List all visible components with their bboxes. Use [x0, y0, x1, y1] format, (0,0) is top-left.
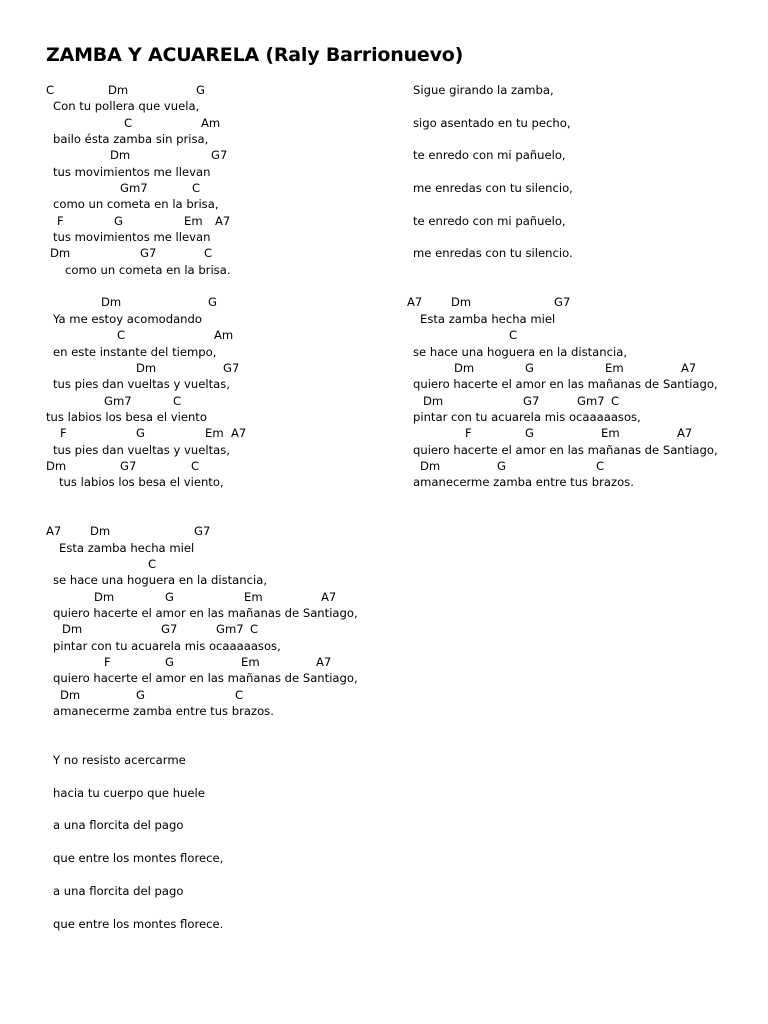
- chord: G: [208, 295, 217, 310]
- chord: G7: [120, 458, 137, 473]
- chord: Dm: [62, 622, 83, 637]
- chord: G7: [194, 524, 211, 539]
- lyric-line: tus labios los besa el viento,: [59, 475, 224, 490]
- chord: A7: [321, 589, 337, 604]
- lyric-line: pintar con tu acuarela mis ocaaaaasos,: [413, 409, 641, 424]
- chord: Em: [241, 655, 260, 670]
- chord: C: [204, 246, 213, 261]
- lyric-line: en este instante del tiempo,: [53, 344, 217, 359]
- chord: C: [509, 328, 518, 343]
- chord: Dm: [110, 148, 131, 163]
- chord: Em: [244, 589, 263, 604]
- chord: G7: [523, 393, 540, 408]
- lyric-line: quiero hacerte el amor en las mañanas de Santiago,: [53, 671, 358, 686]
- chord: Dm: [108, 83, 129, 97]
- chord: Dm: [136, 360, 157, 375]
- chord: C: [117, 328, 126, 343]
- chord: G: [525, 360, 534, 375]
- chord-line: [46, 327, 396, 343]
- chord: Dm: [454, 360, 475, 375]
- chord: Em: [605, 360, 624, 375]
- stanza-right-2: [407, 294, 762, 490]
- chord: F: [60, 426, 67, 441]
- chord: Am: [214, 328, 234, 343]
- chord: Gm7: [577, 393, 605, 408]
- chord-line: [46, 556, 396, 572]
- right-column: [407, 82, 762, 491]
- chord-line: [46, 82, 396, 98]
- stanza-4: [46, 752, 396, 932]
- lyric-line: Esta zamba hecha miel: [59, 540, 195, 555]
- verse-line: hacia tu cuerpo que huele: [53, 785, 205, 800]
- chord: C: [46, 83, 55, 97]
- chord: Em: [184, 213, 203, 228]
- left-column: [46, 82, 396, 932]
- lyric-line: tus labios los besa el viento: [46, 409, 207, 424]
- chord-line: [46, 115, 396, 131]
- verse-line: que entre los montes florece.: [53, 916, 224, 931]
- stanza-3: [46, 523, 396, 719]
- lyric-line: tus pies dan vueltas y vueltas,: [53, 377, 230, 392]
- chord: Dm: [423, 393, 444, 408]
- chord: A7: [231, 426, 247, 441]
- chord: C: [611, 393, 620, 408]
- chord: G7: [161, 622, 178, 637]
- verse-line: te enredo con mi pañuelo,: [413, 148, 566, 163]
- chord: A7: [681, 360, 697, 375]
- chord: C: [124, 115, 133, 130]
- chord-line: [46, 180, 396, 196]
- chord: Gm7: [120, 181, 148, 196]
- verse-line: sigo asentado en tu pecho,: [413, 115, 571, 130]
- chord: C: [235, 687, 244, 702]
- chord: A7: [215, 213, 231, 228]
- chord: Dm: [90, 524, 111, 539]
- verse-line: Y no resisto acercarme: [53, 753, 186, 768]
- chord-line: [46, 294, 396, 310]
- chord-line: [46, 523, 396, 539]
- lyric-line: quiero hacerte el amor en las mañanas de Santiago,: [413, 442, 718, 457]
- chord: G: [165, 655, 174, 670]
- chord-line: [46, 393, 396, 409]
- chord-line: [46, 425, 396, 441]
- chord: Dm: [420, 458, 441, 473]
- chord-line: [407, 393, 762, 409]
- chord-line: [46, 213, 396, 229]
- chord-line: [46, 458, 396, 474]
- chord: G: [165, 589, 174, 604]
- chord: G: [196, 83, 205, 97]
- chord: F: [104, 655, 111, 670]
- chord: A7: [407, 295, 423, 310]
- verse-line: a una florcita del pago: [53, 818, 184, 833]
- chord: Dm: [101, 295, 122, 310]
- lyric-line: tus pies dan vueltas y vueltas,: [53, 442, 230, 457]
- chord: A7: [677, 426, 693, 441]
- lyric-line: Esta zamba hecha miel: [420, 311, 556, 326]
- lyric-line: tus movimientos me llevan: [53, 230, 211, 245]
- chord-line: [46, 654, 396, 670]
- chord: Dm: [451, 295, 472, 310]
- chord: F: [465, 426, 472, 441]
- lyric-line: Ya me estoy acomodando: [53, 311, 202, 326]
- chord: G: [525, 426, 534, 441]
- chord-line: [46, 147, 396, 163]
- song-title: ZAMBA Y ACUARELA (Raly Barrionuevo): [46, 44, 464, 66]
- verse-line: te enredo con mi pañuelo,: [413, 213, 566, 228]
- chord: A7: [316, 655, 332, 670]
- chord: Dm: [94, 589, 115, 604]
- chord: C: [596, 458, 605, 473]
- chord: Gm7: [104, 393, 132, 408]
- chord: Dm: [46, 458, 67, 473]
- chord: Dm: [60, 687, 81, 702]
- chord: G7: [211, 148, 228, 163]
- lyric-line: pintar con tu acuarela mis ocaaaaasos,: [53, 638, 281, 653]
- verse-line: que entre los montes florece,: [53, 851, 224, 866]
- lyric-line: como un cometa en la brisa,: [53, 197, 219, 212]
- chord-line: [46, 360, 396, 376]
- lyric-line: bailo ésta zamba sin prisa,: [53, 132, 209, 147]
- chord-line: [407, 458, 762, 474]
- chord: G7: [140, 246, 157, 261]
- stanza-2: [46, 294, 396, 490]
- chord: Gm7: [216, 622, 244, 637]
- chord: Em: [601, 426, 620, 441]
- lyric-line: se hace una hoguera en la distancia,: [53, 573, 268, 588]
- lyric-line: amanecerme zamba entre tus brazos.: [413, 475, 634, 490]
- chord-line: [407, 360, 762, 376]
- chord-line: [407, 294, 762, 310]
- chord: Am: [201, 115, 221, 130]
- lyric-line: tus movimientos me llevan: [53, 164, 211, 179]
- lyric-line: se hace una hoguera en la distancia,: [413, 344, 628, 359]
- lyric-line: como un cometa en la brisa.: [65, 262, 231, 277]
- chord-line: [407, 425, 762, 441]
- verse-line: me enredas con tu silencio.: [413, 246, 573, 261]
- lyric-line: Con tu pollera que vuela,: [53, 99, 200, 114]
- verse-line: Sigue girando la zamba,: [413, 83, 554, 97]
- chord-line: [46, 245, 396, 261]
- chord: G: [114, 213, 123, 228]
- verse-line: a una florcita del pago: [53, 883, 184, 898]
- chord-line: [407, 327, 762, 343]
- chord: G: [136, 687, 145, 702]
- chord-line: [46, 687, 396, 703]
- chord: F: [57, 213, 64, 228]
- stanza-right-1: [407, 82, 762, 262]
- stanza-1: [46, 82, 396, 278]
- verse-line: me enredas con tu silencio,: [413, 181, 573, 196]
- chord: A7: [46, 524, 62, 539]
- chord: G7: [223, 360, 240, 375]
- chord: Dm: [50, 246, 71, 261]
- chord: C: [173, 393, 182, 408]
- lyric-line: quiero hacerte el amor en las mañanas de Santiago,: [413, 377, 718, 392]
- chord-line: [46, 621, 396, 637]
- chord: C: [191, 458, 200, 473]
- chord: C: [192, 181, 201, 196]
- chord: C: [250, 622, 259, 637]
- chord: G: [136, 426, 145, 441]
- lyric-line: quiero hacerte el amor en las mañanas de Santiago,: [53, 606, 358, 620]
- chord: C: [148, 556, 157, 571]
- chord: Em: [205, 426, 224, 441]
- chord: G: [497, 458, 506, 473]
- chord-line: [46, 589, 396, 605]
- chord: G7: [554, 295, 571, 310]
- lyric-line: amanecerme zamba entre tus brazos.: [53, 704, 274, 719]
